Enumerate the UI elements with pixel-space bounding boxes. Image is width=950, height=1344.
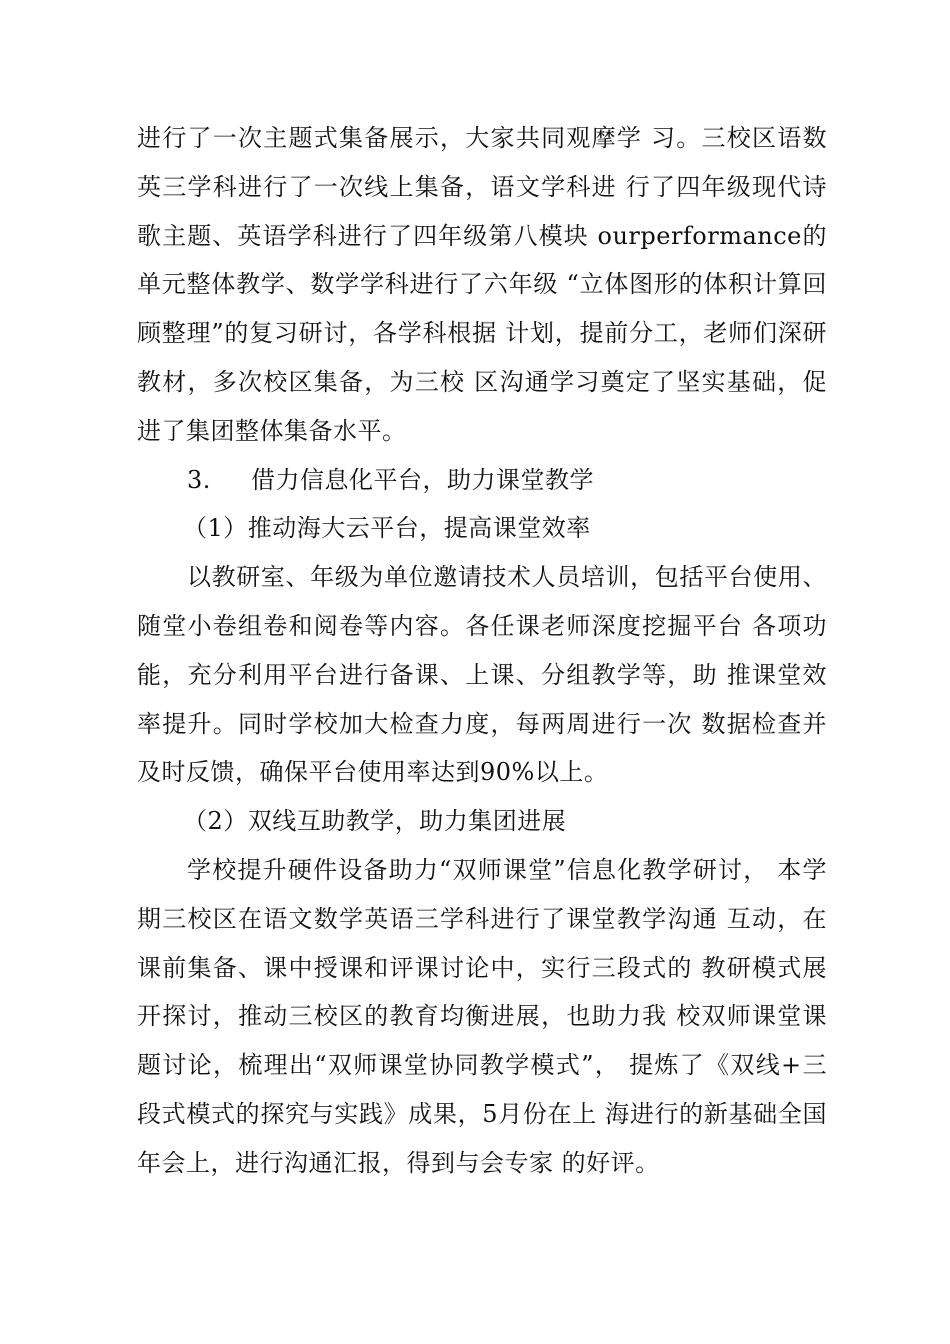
document-page	[137, 114, 827, 1188]
paragraph-collective-preparation: 进行了一次主题式集备展示，大家共同观摩学 习。三校区语数英三学科进行了一次线上集备，语文学科进 行了四年级现代诗歌主题、英语学科进行了四年级第八模块 ourperformance的单元整体教学、数学学科进行了六年级 “立体图形的体积计算回顾整理”的复习研讨，各学科根据 计划，提前分工，老师们深研教材，多次校区集备，为三校 区沟通学习奠定了坚实基础，促进了集团整体集备水平。	[137, 124, 827, 445]
subsection-heading-1: （1）推动海大云平台，提高课堂效率	[183, 514, 591, 543]
section-heading-3	[137, 456, 827, 505]
paragraph-dual-teacher: 学校提升硬件设备助力“双师课堂”信息化教学研讨， 本学期三校区在语文数学英语三学科进行了课堂教学沟通 互动，在课前集备、课中授课和评课讨论中，实行三段式的 教研模式展开探讨，推动三校区的教育均衡进展，也助力我 校双师课堂课题讨论，梳理出“双师课堂协同教学模式”， 提炼了《双线+三段式模式的探究与实践》成果，5月份在上 海进行的新基础全国年会上，进行沟通汇报，得到与会专家 的好评。	[137, 855, 827, 1177]
subsection-heading-2: （2）双线互助教学，助力集团进展	[183, 807, 567, 836]
section-title: 借力信息化平台，助力课堂教学	[251, 465, 594, 494]
section-number: 3.	[187, 465, 211, 494]
paragraph-cloud-platform: 以教研室、年级为单位邀请技术人员培训，包括平台使用、随堂小卷组卷和阅卷等内容。各任课老师深度挖掘平台 各项功能，充分利用平台进行备课、上课、分组教学等，助 推课堂效率提升。同时学校加大检查力度，每两周进行一次 数据检查并及时反馈，确保平台使用率达到90%以上。	[137, 563, 827, 787]
